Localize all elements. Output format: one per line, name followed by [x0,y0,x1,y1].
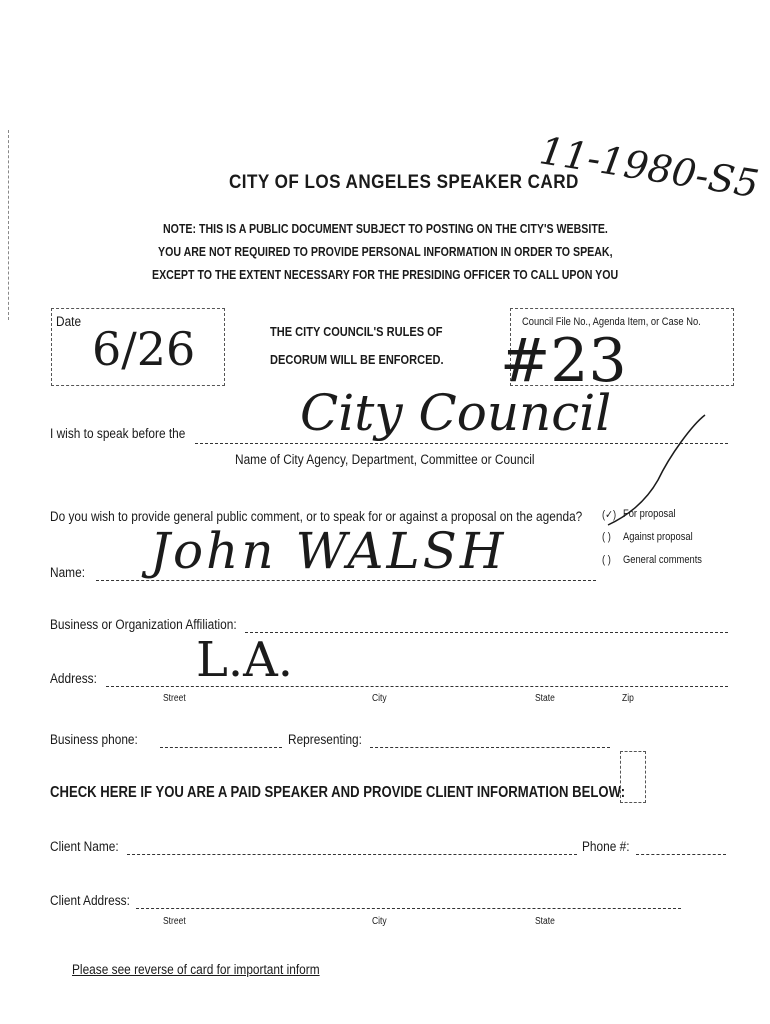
comment-question: Do you wish to provide general public comment, or to speak for or against a proposal on the agenda? [50,509,583,524]
business-phone-label: Business phone: [50,732,138,747]
address-label: Address: [50,671,97,686]
name-label: Name: [50,565,85,580]
note-line-3: EXCEPT TO THE EXTENT NECESSARY FOR THE PRESIDING OFFICER TO CALL UPON YOU [152,268,619,282]
address-caption-street: Street [163,693,186,704]
note-line-2: YOU ARE NOT REQUIRED TO PROVIDE PERSONAL INFORMATION IN ORDER TO SPEAK, [158,245,613,259]
date-label: Date [56,314,82,329]
card-title: CITY OF LOS ANGELES SPEAKER CARD [229,172,579,193]
handwritten-file-number: 11-1980-S5 [536,128,762,207]
option-mark-against[interactable]: ( ) [602,531,611,543]
business-label: Business or Organization Affiliation: [50,617,237,632]
client-address-line [136,908,681,909]
client-name-label: Client Name: [50,839,119,854]
client-address-label: Client Address: [50,893,130,908]
option-mark-general[interactable]: ( ) [602,554,611,566]
client-caption-street: Street [163,916,186,927]
address-caption-state: State [535,693,555,704]
representing-label: Representing: [288,732,362,747]
speak-before-value[interactable]: City Council [300,384,612,442]
file-number-value[interactable]: #23 [500,326,627,396]
address-caption-city: City [372,693,387,704]
client-name-line [127,854,577,855]
decorum-line-1: THE CITY COUNCIL'S RULES OF [270,324,443,339]
address-caption-zip: Zip [622,693,634,704]
client-caption-state: State [535,916,555,927]
client-phone-line [636,854,726,855]
paid-speaker-heading: CHECK HERE IF YOU ARE A PAID SPEAKER AND PROVIDE CLIENT INFORMATION BELOW: [50,784,626,801]
business-phone-line [160,747,282,748]
business-line [245,632,728,633]
client-caption-city: City [372,916,387,927]
option-label-general: General comments [623,554,702,566]
speak-before-label: I wish to speak before the [50,426,186,441]
speak-before-caption: Name of City Agency, Department, Committee or Council [235,452,535,467]
file-number-label: Council File No., Agenda Item, or Case No. [522,316,701,328]
note-line-1: NOTE: THIS IS A PUBLIC DOCUMENT SUBJECT TO POSTING ON THE CITY'S WEBSITE. [163,222,608,236]
representing-line [370,747,610,748]
decorum-line-2: DECORUM WILL BE ENFORCED. [270,352,444,367]
option-mark-for[interactable]: (✓) [602,509,617,521]
name-line [96,580,596,581]
footer-note: Please see reverse of card for important inform [72,962,320,977]
option-label-for: For proposal [623,508,676,520]
address-value[interactable]: L.A. [196,632,294,688]
paid-speaker-checkbox[interactable] [620,751,646,803]
client-phone-label: Phone #: [582,839,630,854]
name-value[interactable]: John WALSH [150,522,507,580]
option-label-against: Against proposal [623,531,693,543]
date-value[interactable]: 6/26 [92,322,196,376]
scan-margin-line [8,130,9,320]
